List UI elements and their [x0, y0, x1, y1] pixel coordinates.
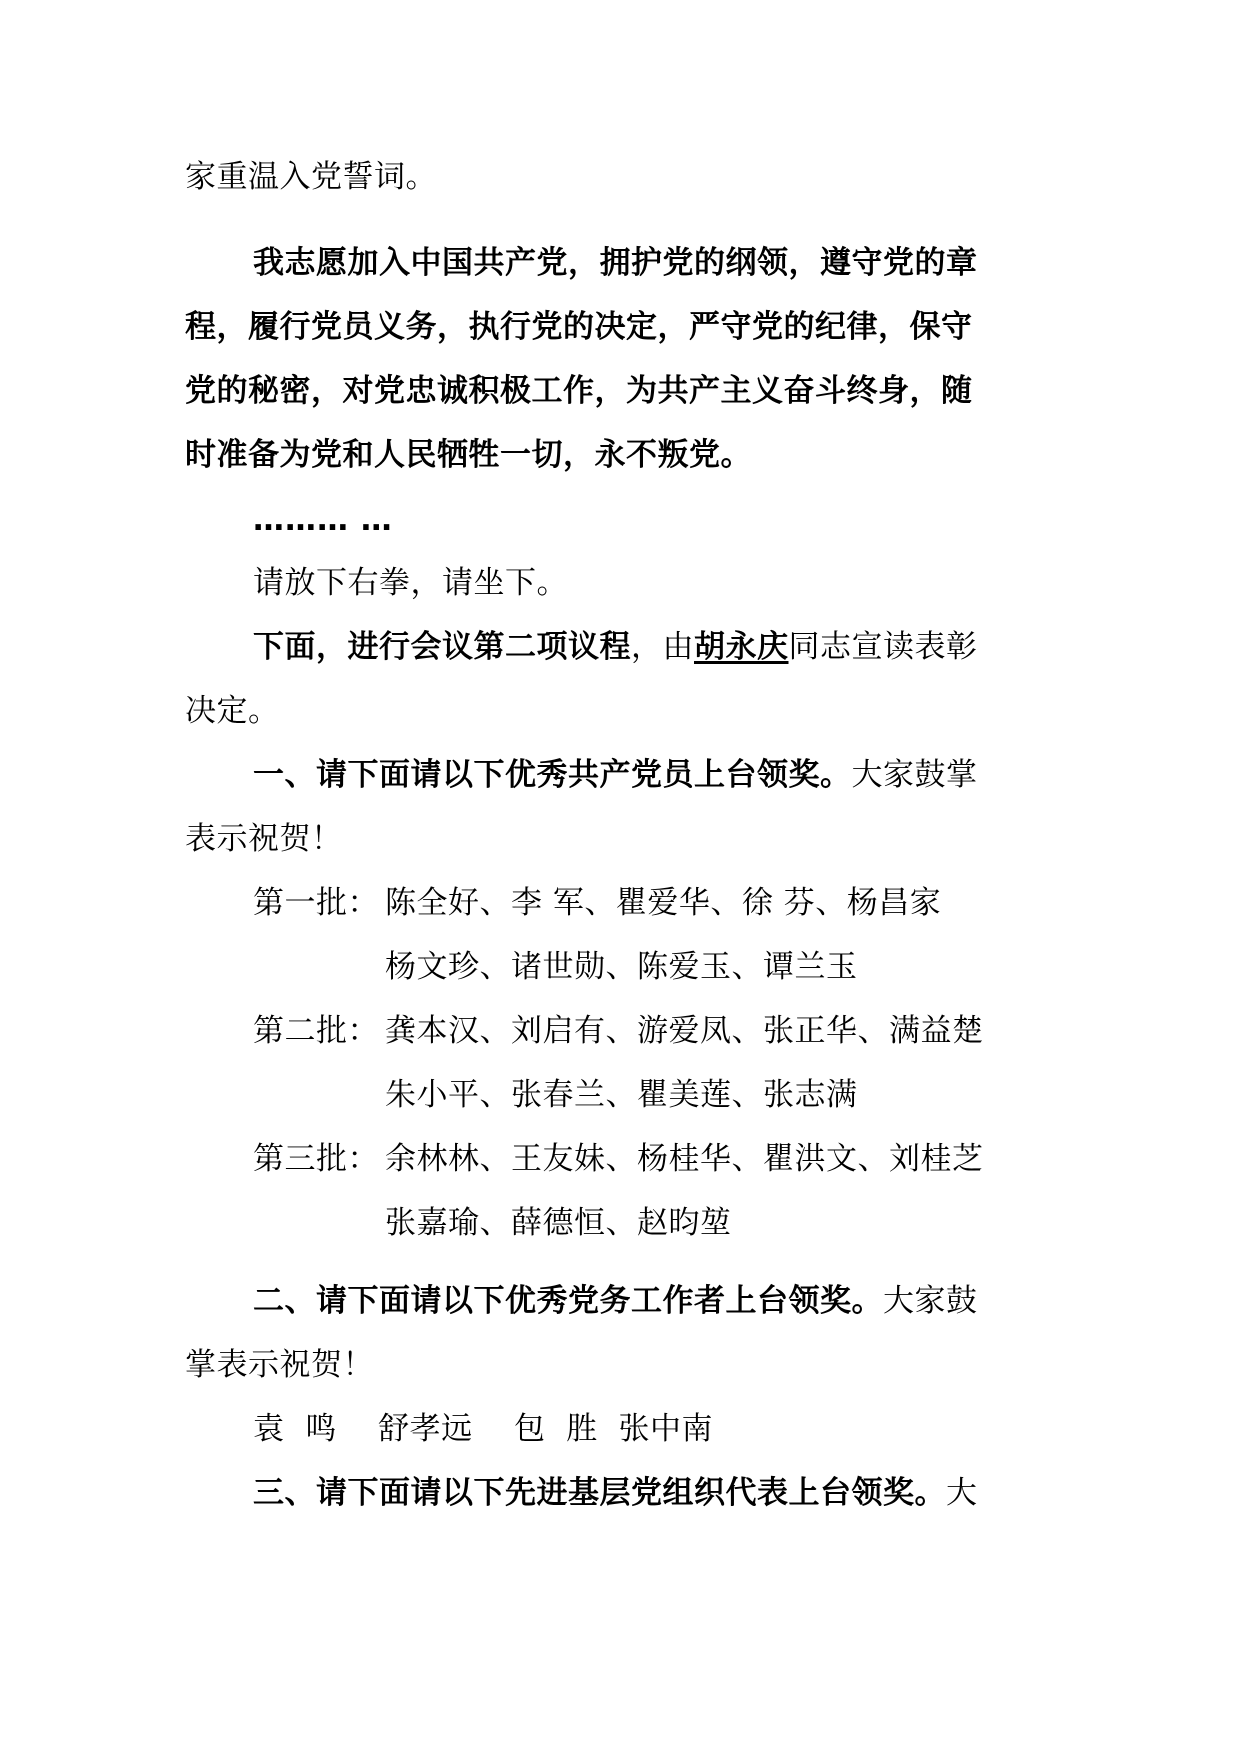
- section-two-heading: [253, 1281, 978, 1321]
- batch-2-names-line-2: 朱小平、张春兰、瞿美莲、张志满: [385, 1077, 858, 1113]
- batch-1-label: 第一批：: [253, 885, 379, 921]
- agenda-item-two-rest: 同志宣读表彰: [788, 629, 978, 665]
- oath-line-3: 党的秘密，对党忠诚积极工作，为共产主义奋斗终身，随: [185, 373, 973, 409]
- batch-2-label: 第二批：: [253, 1013, 379, 1049]
- agenda-item-two: [253, 627, 978, 667]
- batch-1-names-line-2: 杨文珍、诸世勋、陈爱玉、谭兰玉: [385, 949, 858, 985]
- batch-3-names-line-2: 张嘉瑜、薛德恒、赵昀堃: [385, 1205, 732, 1241]
- section-one-normal: 大家鼓掌: [851, 757, 978, 793]
- section-two-normal: 大家鼓: [883, 1283, 978, 1319]
- oath-line-2: 程，履行党员义务，执行党的决定，严守党的纪律，保守: [185, 309, 973, 345]
- sit-down-instruction: 请放下右拳，请坐下。: [253, 565, 568, 601]
- agenda-item-two-bold: 下面，进行会议第二项议程: [253, 629, 631, 665]
- section-one-heading: [253, 755, 978, 795]
- section-one-bold: 一、请下面请以下优秀共产党员上台领奖。: [253, 757, 852, 793]
- ellipsis: ……… …: [253, 502, 393, 538]
- paragraph-oath-intro-end: 家重温入党誓词。: [185, 159, 437, 195]
- batch-3-names-line-1: 余林林、王友妹、杨桂华、瞿洪文、刘桂芝: [385, 1141, 984, 1177]
- section-one-cont: 表示祝贺！: [185, 821, 343, 857]
- batch-2-names-line-1: 龚本汉、刘启有、游爱凤、张正华、满益楚: [385, 1013, 984, 1049]
- batch-1-names-line-1: 陈全好、李 军、瞿爱华、徐 芬、杨昌家: [385, 885, 942, 921]
- batch-3-label: 第三批：: [253, 1141, 379, 1177]
- agenda-item-two-cont: 决定。: [185, 693, 280, 729]
- section-three-heading: [253, 1473, 978, 1513]
- section-two-names: 袁 鸣 舒孝远 包 胜 张中南: [253, 1411, 713, 1447]
- section-three-bold: 三、请下面请以下先进基层党组织代表上台领奖。: [253, 1475, 946, 1511]
- agenda-item-two-comma: ，由: [631, 629, 694, 665]
- section-two-cont: 掌表示祝贺！: [185, 1347, 374, 1383]
- presenter-name: 胡永庆: [694, 629, 789, 665]
- oath-line-1: 我志愿加入中国共产党，拥护党的纲领，遵守党的章: [253, 245, 978, 281]
- section-three-normal: 大: [946, 1475, 978, 1511]
- oath-line-4: 时准备为党和人民牺牲一切，永不叛党。: [185, 437, 752, 473]
- section-two-bold: 二、请下面请以下优秀党务工作者上台领奖。: [253, 1283, 883, 1319]
